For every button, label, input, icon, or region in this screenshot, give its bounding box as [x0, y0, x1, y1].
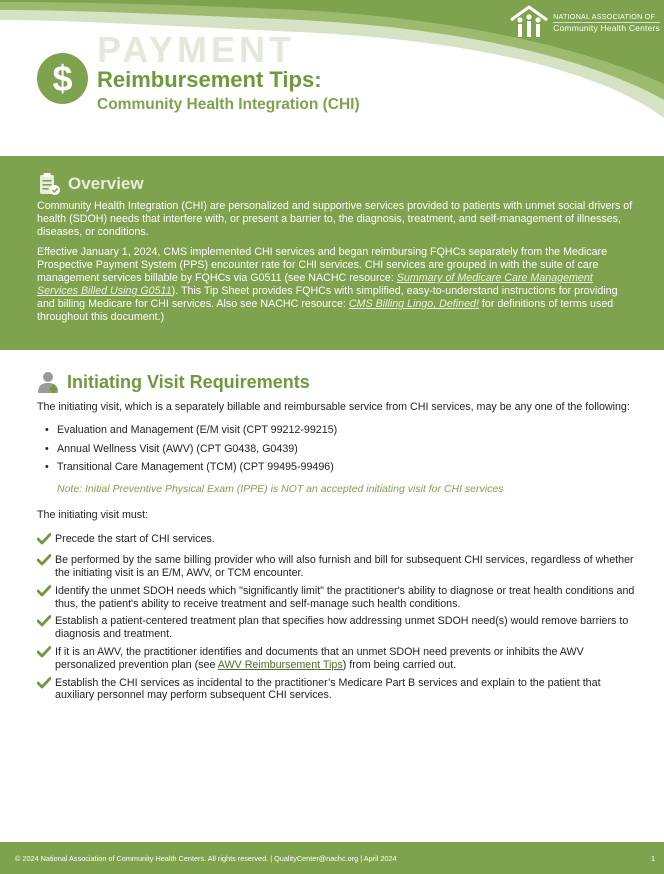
list-item: If it is an AWV, the practitioner identifies and documents that an unmet SDOH need prevents or inhibits the AWV personalized prevention plan (see AWV Reimbursement Tips) from being carried out.	[37, 646, 637, 672]
payment-kicker: PAYMENT	[97, 29, 296, 70]
initiating-intro: The initiating visit, which is a separately billable and reimbursable service from CHI services, may be any one of the following:	[37, 401, 630, 413]
checkmark-icon	[37, 585, 51, 597]
clipboard-check-icon	[37, 172, 61, 196]
list-item: • Transitional Care Management (TCM) (CPT 99495-99496)	[45, 461, 334, 474]
checkmark-icon	[37, 646, 51, 658]
page-number: 1	[650, 853, 655, 863]
list-item: Establish a patient-centered treatment plan that specifies how addressing unmet SDOH need(s) would remove barriers to diagnosis and treatment.	[37, 615, 637, 641]
list-item: Be performed by the same billing provider who will also furnish and bill for subsequent CHI services, regardless of whether the initiating visit is an E/M, AWV, or TCM encounter.	[37, 554, 637, 580]
overview-paragraph-2: Effective January 1, 2024, CMS implemented CHI services and began reimbursing FQHCs separately from the Medicare Prospective Payment System (PPS) encounter rate for CHI services. CHI services are grouped in with the suite of care management services billable by FQHCs via G0511 (see NACHC resource: Summary of Medicare Care Management Services Billed Using G0511). This Tip Sheet provides FQHCs with simplified, easy-to-understand instructions for providing and billing Medicare for CHI services. Also see NACHC resource: CMS Billing Lingo, Defined! for definitions of terms used throughout this document.)	[37, 246, 618, 323]
checkmark-icon	[37, 533, 51, 545]
g0511-summary-link[interactable]: Summary of Medicare Care Management Services Billed Using G0511	[37, 272, 593, 297]
list-item: Precede the start of CHI services.	[37, 533, 637, 549]
overview-paragraph-1: Community Health Integration (CHI) are personalized and supportive services provided to patients with unmet social drivers of health (SDOH) needs that interfere with, or present a barrier to, the diagnosis, treatment, and self-management of illnesses, diseases, or conditions.	[37, 200, 633, 238]
awv-tips-link[interactable]: AWV Reimbursement Tips	[217, 658, 343, 671]
list-item: • Annual Wellness Visit (AWV) (CPT G0438, G0439)	[45, 442, 298, 455]
list-item: Establish the CHI services as incidental to the practitioner’s Medicare Part B services and explain to the patient that auxiliary personnel may perform subsequent CHI services.	[37, 677, 637, 703]
initiating-heading: Initiating Visit Requirements	[67, 371, 310, 392]
checkmark-icon	[37, 615, 51, 627]
list-item: Identify the unmet SDOH needs which "significantly limit" the practitioner's ability to diagnose or treat health conditions and thus, the patient's ability to receive treatment and self-manage such health conditions.	[37, 585, 637, 611]
checkmark-icon	[37, 554, 51, 566]
footer-copyright: © 2024 National Association of Community Health Centers. All rights reserved. | QualityCenter@nachc.org | April 2024	[15, 853, 397, 863]
ippe-note: Note: Initial Preventive Physical Exam (IPPE) is NOT an accepted initiating visit for CHI services	[57, 483, 504, 496]
overview-section	[0, 156, 664, 350]
initiating-visit-types-list	[45, 424, 637, 474]
org-name-line1: NATIONAL ASSOCIATION OF	[553, 11, 656, 21]
billing-lingo-link[interactable]: CMS Billing Lingo, Defined!	[348, 298, 479, 310]
checkmark-icon	[37, 677, 51, 689]
initiating-visit-section	[37, 369, 637, 707]
requirements-checklist	[37, 533, 637, 702]
org-name-line2: Community Health Centers	[553, 22, 660, 33]
list-item: • Evaluation and Management (E/M visit (CPT 99212-99215)	[45, 424, 338, 437]
patient-person-icon	[37, 370, 61, 394]
overview-heading: Overview	[68, 174, 144, 193]
page-footer	[0, 842, 664, 874]
page-subtitle: Community Health Integration (CHI)	[97, 96, 360, 113]
page-title: Reimbursement Tips:	[97, 67, 322, 92]
must-intro: The initiating visit must:	[37, 509, 149, 522]
health-center-house-icon	[508, 4, 550, 40]
nachc-logo	[508, 4, 660, 40]
dollar-icon: $	[37, 53, 88, 104]
